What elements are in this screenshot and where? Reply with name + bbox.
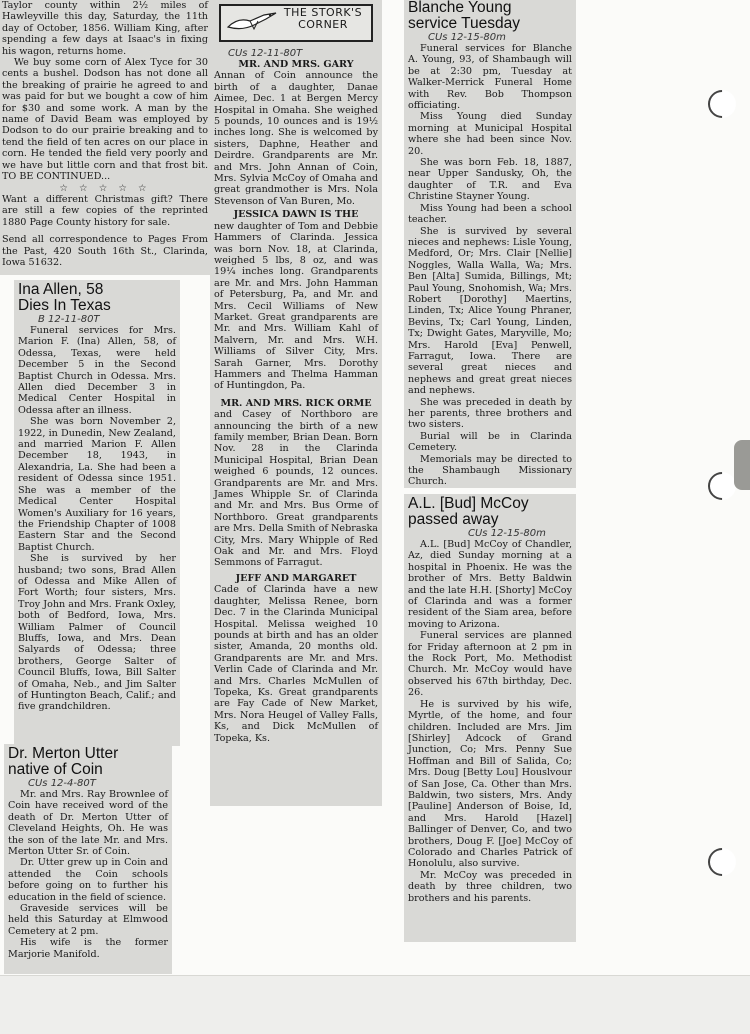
utter-paragraph: His wife is the former Marjorie Manifold. — [8, 937, 168, 960]
young-paragraph: Funeral services for Blanche A. Young, 93, of Shambaugh will be at 2:30 pm, Tuesday at Walker-Merrick Funeral Home with Rev. Bob Thompson officiating. — [408, 43, 572, 112]
young-paragraph: Miss Young had been a school teacher. — [408, 202, 572, 226]
birth-announcement: new daughter of Tom and Debbie Hammers of Clarinda. Jessica was born Nov. 18, at Clarinda, weighed 5 lbs, 8 oz, and was 19¼ inches long. Grandparents are Mr. and Mrs. John Hamman of Petersburg, Pa, and Mr. and Mrs. Cecil Williams of New Market. Great grandparents are Mr. and Mrs. William Kahl of Malvern, Mr. and Mrs. W.H. Williams of Silver City, Mrs. Sarah Garner, Mrs. Dorothy Hammers and Thelma Hamman of Huntingdon, Pa. — [214, 220, 378, 392]
mccoy-handwritten-date: CUs 12-15-80m — [468, 528, 546, 539]
young-headline: Blanche Young service Tuesday — [408, 0, 520, 32]
history-clipping — [0, 0, 212, 275]
allen-headline: Ina Allen, 58 Dies In Texas — [18, 281, 111, 314]
history-paragraph: Taylor county within 2½ miles of Hawleyville this day, Saturday, the 11th day of October, 1856. William King, after spending a few days at Isaac's in fixing his wagon, returns home. — [2, 0, 208, 57]
utter-paragraph: Mr. and Mrs. Ray Brownlee of Coin have received word of the death of Dr. Merton Utter of Cleveland Heights, Oh. He was the son of the late Mr. and Mrs. Merton Utter Sr. of Coin. — [8, 789, 168, 858]
allen-handwritten-date: B 12-11-80T — [38, 314, 100, 325]
allen-paragraph: She was born November 2, 1922, in Dunedin, New Zealand, and married Marion F. Allen December 18, 1943, in Alexandria, La. She had been a resident of Odessa since 1951. She was a member of the Medical Center Hospital Women's Auxiliary for 16 years, the Friendship Chapter of 1008 Eastern Star and the Second Baptist Church. — [18, 416, 176, 553]
birth-lead: MR. AND MRS. RICK ORME — [220, 397, 372, 409]
history-paragraph: We buy some corn of Alex Tyce for 30 cents a bushel. Dodson has not done all the breaking of prairie he agreed to and was paid for but we bought a cow of him for $30 and some work. A man by the name of David Beam was employed by Dodson to do our prairie breaking and to tend the field of ten acres on our place in corn. He tended the field very poorly and we have but little corn and that frost bit. TO BE CONTINUED... — [2, 57, 208, 183]
page-bottom-margin — [0, 975, 750, 1034]
allen-paragraph: She is survived by her husband; two sons, Brad Allen of Odessa and Mike Allen of Fort Worth; four sisters, Mrs. Troy John and Mrs. Frank Oxley, both of Bedford, Iowa, Mrs. William Palmer of Council Bluffs, Iowa, and Mrs. Dean Salyards of Odessa; three brothers, George Salter of Council Bluffs, Iowa, Bill Salter of Omaha, Neb., and Jim Salter of Huntington Beach, Calif.; and five grandchildren. — [18, 553, 177, 713]
allen-obituary — [14, 280, 180, 746]
storks-corner-clipping — [210, 0, 382, 806]
storks-handwritten-date: CUs 12-11-80T — [228, 48, 303, 59]
young-paragraph: She was born Feb. 18, 1887, near Upper Sandusky, Oh, the daughter of T.R. and Eva Christine Stayner Young. — [408, 157, 572, 203]
logo-title: THE STORK'S CORNER — [283, 6, 363, 31]
mccoy-paragraph: Funeral services are planned for Friday afternoon at 2 pm in the Rock Port, Mo. Methodist Church. Mr. McCoy would have observed his 67th birthday, Dec. 26. — [408, 630, 572, 699]
birth-announcement: Cade of Clarinda have a new daughter, Melissa Renee, born Dec. 7 in the Clarinda Municipal Hospital. Melissa weighed 10 pounds at birth and has an older sister, Amanda, 20 months old. Grandparents are Mr. and Mrs. Verlin Cade of Clarinda and Mr. and Mrs. Charles McMullen of Topeka, Ks. Great grandparents are Fay Cade of New Market, Mrs. Nora Heugel of Valley Falls, Ks, and Dick McMullen of Topeka, Ks. — [214, 584, 378, 744]
history-paragraph: Want a different Christmas gift? There are still a few copies of the reprinted 1880 Page County history for sale. — [2, 193, 208, 228]
mccoy-obituary — [404, 494, 576, 942]
young-paragraph: Memorials may be directed to the Shambaugh Missionary Church. — [408, 453, 572, 488]
young-handwritten-date: CUs 12-15-80m — [428, 32, 506, 43]
stork-icon — [224, 9, 280, 35]
utter-paragraph: Dr. Utter grew up in Coin and attended the Coin schools before going on to further his education in the field of science. — [8, 857, 168, 903]
young-paragraph: Burial will be in Clarinda Cemetery. — [408, 430, 572, 454]
mccoy-headline: A.L. [Bud] McCoy passed away — [408, 495, 529, 528]
mccoy-paragraph: Mr. McCoy was preceded in death by three children, two brothers and his parents. — [408, 869, 572, 904]
mccoy-paragraph: A.L. [Bud] McCoy of Chandler, Az, died Sunday morning at a hospital in Phoenix. He was the brother of Mrs. Betty Baldwin and the late H.H. [Shorty] McCoy of Clarinda and was a former resident of the Siam area, before moving to Arizona. — [408, 539, 572, 630]
young-paragraph: She was preceded in death by her parents, three brothers and two sisters. — [408, 396, 572, 431]
young-obituary — [404, 0, 576, 488]
page-tab-shadow — [734, 440, 750, 490]
utter-handwritten-date: CUs 12-4-80T — [28, 778, 96, 789]
birth-lead: JEFF AND MARGARET — [235, 572, 357, 584]
star-divider: ☆ ☆ ☆ ☆ ☆ — [59, 182, 151, 194]
allen-paragraph: Funeral services for Mrs. Marion F. (Ina) Allen, 58, of Odessa, Texas, were held December 5 in the Second Baptist Church in Odessa. Mrs. Allen died December 3 in Medical Center Hospital in Odessa after an illness. — [18, 325, 176, 416]
young-paragraph: She is survived by several nieces and nephews: Lisle Young, Medford, Or; Mrs. Clair [Nellie] Noggles, Walla Walla, Wa; Mrs. Ben [Alta] Sumida, Billings, Mt; Paul Young, Snohomish, Wa; Mrs. Robert [Dorothy] Maertins, Linden, Tx; Alice Young Phraner, Bevins, Tx; Carl Young, Linden, Tx; Dwight Gates, Maryville, Mo; Mrs. Harold [Eva] Penwell, Farragut, Iowa. There are several great nieces and nephews and great great nieces and nephews. — [408, 225, 572, 397]
mccoy-paragraph: He is survived by his wife, Myrtle, of the home, and four children. Included are Mrs. Jim [Shirley] Adcock of Grand Junction, Co; Mrs. Penny Sue Hoffman and Bill of Salida, Co; Mrs. Doug [Betty Lou] Houslvour of San Jose, Ca. Other than Mrs. Baldwin, two sisters, Mrs. Andy [Pauline] Anderson of Boise, Id, and Mrs. Harold [Hazel] Ballinger of Denver, Co, and two brothers, Doug F. [Joe] McCoy of Colorado and Charles Patrick of Honolulu, also survive. — [408, 698, 572, 870]
birth-lead: MR. AND MRS. GARY — [238, 59, 354, 70]
utter-obituary — [4, 744, 172, 974]
binder-hole — [702, 84, 742, 124]
birth-announcement: and Casey of Northboro are announcing the birth of a new family member, Brian Dean. Born Nov. 28 in the Clarinda Municipal Hospital, Brian Dean weighed 6 pounds, 12 ounces. Grandparents are Mr. and Mrs. James Whipple Sr. of Clarinda and Mr. and Mrs. Bus Orme of Northboro. Great grandparents are Mrs. Della Smith of Nebraska City, Mrs. Mary Whipple of Red Oak and Mr. and Mrs. Floyd Semmons of Farragut. — [214, 409, 378, 569]
storks-corner-logo — [219, 4, 373, 42]
utter-headline: Dr. Merton Utter native of Coin — [8, 745, 119, 778]
binder-hole — [702, 842, 742, 882]
young-paragraph: Miss Young died Sunday morning at Municipal Hospital where she had been since Nov. 20. — [408, 111, 572, 157]
history-paragraph: Send all correspondence to Pages From the Past, 420 South 16th St., Clarinda, Iowa 51632. — [2, 234, 208, 268]
utter-paragraph: Graveside services will be held this Saturday at Elmwood Cemetery at 2 pm. — [8, 903, 168, 937]
birth-lead: JESSICA DAWN IS THE — [233, 209, 359, 221]
birth-announcement: Annan of Coin announce the birth of a daughter, Danae Aimee, Dec. 1 at Bergen Mercy Hospital in Omaha. She weighed 5 pounds, 10 ounces and is 19½ inches long. She is welcomed by sisters, Daphne, Heather and Deirdre. Grandparents are Mr. and Mrs. John Annan of Coin, Mrs. Sylvia McCoy of Omaha and great grandmother is Mrs. Nola Stevenson of Van Buren, Mo. — [214, 70, 378, 207]
